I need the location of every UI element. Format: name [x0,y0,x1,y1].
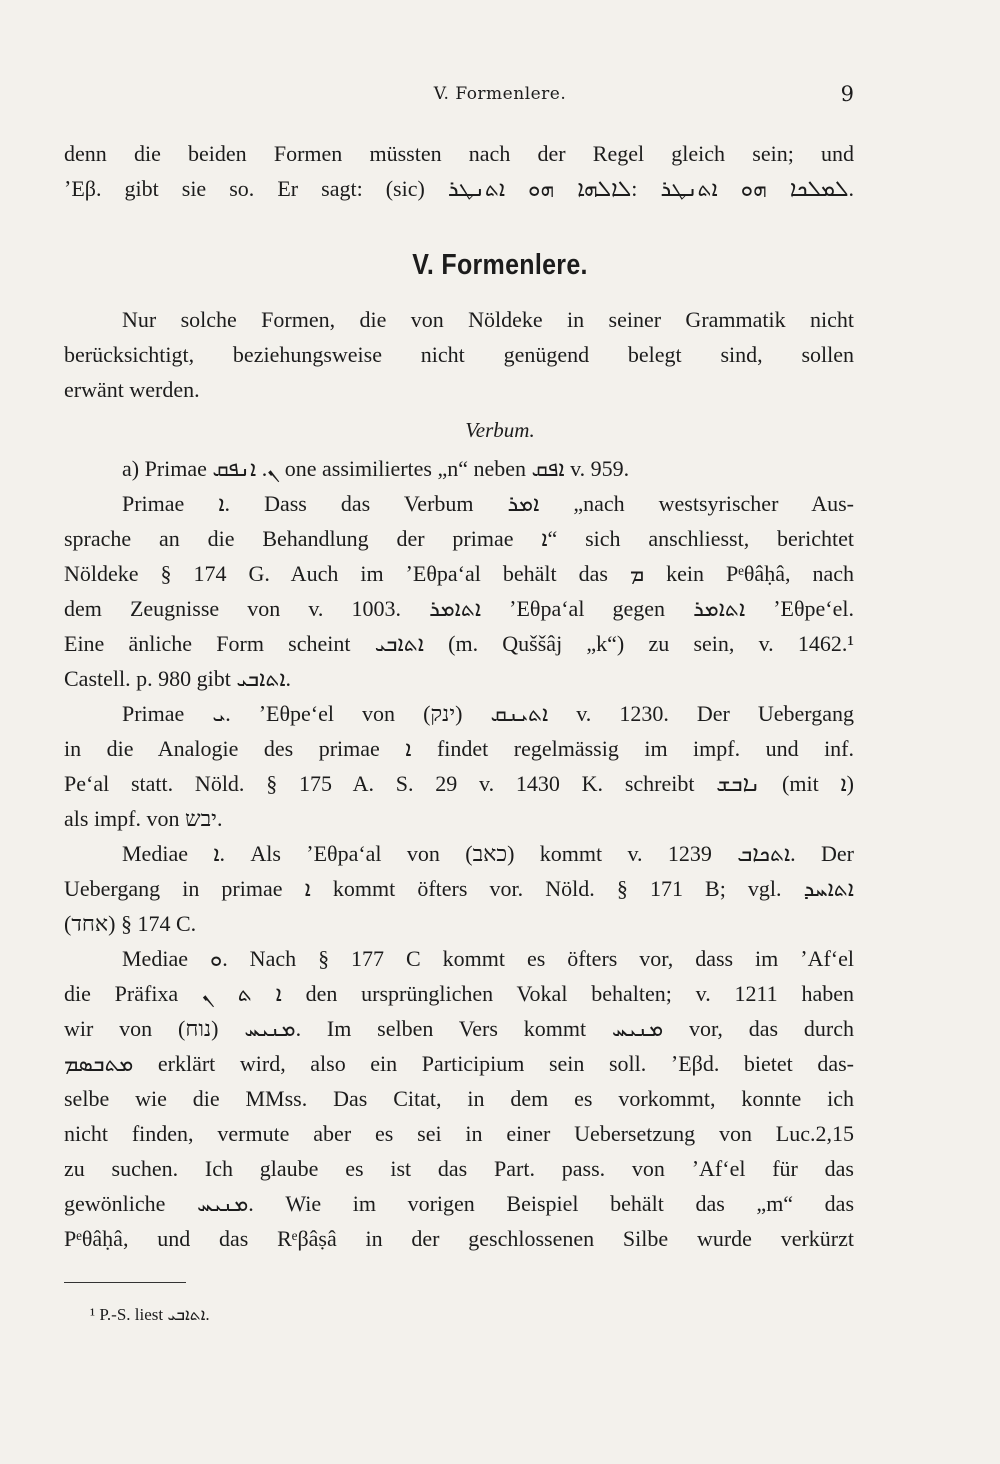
text-line: Primae ܝ. ʼEθpeʻel von (ינק) ܐܬܝܢܩ v. 1230. Der Uebergang [122,701,854,726]
text-line: dem Zeugnisse von v. 1003. ܐܬܐܡܪ ʼEθpaʻal gegen ܐܬܐܡܪ ʼEθpeʻel. [64,596,854,621]
subheading-verbum: Verbum. [465,418,535,442]
text-line: berücksichtigt, beziehungsweise nicht genügend belegt sind, sollen [64,342,854,367]
text-line: Pᵉθâḥâ, und das Rᵉβâṣâ in der geschlossenen Silbe wurde verkürzt [64,1226,854,1251]
text-line: zu suchen. Ich glaube es ist das Part. pass. von ʼAfʻel für das [64,1156,854,1181]
text-line: erwänt werden. [64,377,200,402]
footnote: ¹ P.-S. liest ܐܬܐܒܝ. [90,1305,210,1324]
paragraph-intro [64,302,854,407]
text-line: Nöldeke § 174 G. Auch im ʼEθpaʻal behält das ܡ kein Pᵉθâḥâ, nach [64,561,854,586]
footnote-divider [64,1282,186,1283]
text-line: in die Analogie des primae ܐ findet regelmässig im impf. und inf. [64,736,855,761]
text-line: Nur solche Formen, die von Nöldeke in seiner Grammatik nicht [122,307,854,332]
text-line: als impf. von יבש. [64,806,223,831]
section-heading: V. Formenlere. [412,248,588,282]
text-line: selbe wie die MMss. Das Citat, in dem es vorkommt, konnte ich [64,1086,854,1111]
text-line: ܡܬܒܣܡ erklärt wird, also ein Participium sein soll. ʼEβd. bietet das- [64,1051,854,1076]
text-line: sprache an die Behandlung der primae ܐ“ sich anschliesst, berichtet [64,526,854,551]
text-line: Mediae ܘ. Nach § 177 C kommt es öfters vor, dass im ʼAfʻel [122,946,854,971]
text-line: Eine änliche Form scheint ܐܬܐܒܝ (m. Quššâj „k“) zu sein, v. 1462.¹ [64,631,854,656]
text-line: denn die beiden Formen müssten nach der Regel gleich sein; und [64,141,854,166]
text-line: wir von (נוח) ܡܢܝܚ. Im selben Vers kommt ܡܢܝܚ vor, das durch [64,1016,855,1041]
text-line: die Präfixa ܐ ܬ ܢ den ursprünglichen Vokal behalten; v. 1211 haben [64,981,854,1006]
text-line: Peʻal statt. Nöld. § 175 A. S. 29 v. 1430 K. schreibt ܢܐܒܫ (mit ܐ) [64,771,854,796]
text-line: (אחד) § 174 C. [64,911,197,936]
text-line: Mediae ܐ. Als ʼEθpaʻal von (כאב) kommt v. 1239 ܐܬܟܐܒ. Der [122,841,854,866]
running-title: V. Formenlere. [433,84,567,104]
text-line: nicht finden, vermute aber es sei in einer Uebersetzung von Luc.2,15 [64,1121,854,1146]
text-line: a) Primae ܢ. ܐܢܦܩ one assimiliertes „n“ neben ܐܦܩ v. 959. [122,456,630,481]
verbum-section [64,451,854,1256]
text-line: ʼEβ. gibt sie so. Er sagt: (sic) ܠܡܠܟܐ ܗܘ ܐܬܢܛܪ :ܠܐܠܗܐ ܗܘ ܐܬܢܛܪ. [64,176,854,201]
text-line: Primae ܐ. Dass das Verbum ܐܡܪ „nach westsyrischer Aus- [122,491,854,516]
text-line: Uebergang in primae ܐ kommt öfters vor. Nöld. § 171 B; vgl. ܐܬܐܚܕ [64,876,854,901]
text-line: gewönliche ܡܢܝܚ. Wie im vorigen Beispiel behält das „m“ das [64,1191,855,1216]
page-number: 9 [840,82,854,106]
text-line: Castell. p. 980 gibt ܐܬܐܒܝ. [64,666,292,691]
intro-text [64,136,854,206]
